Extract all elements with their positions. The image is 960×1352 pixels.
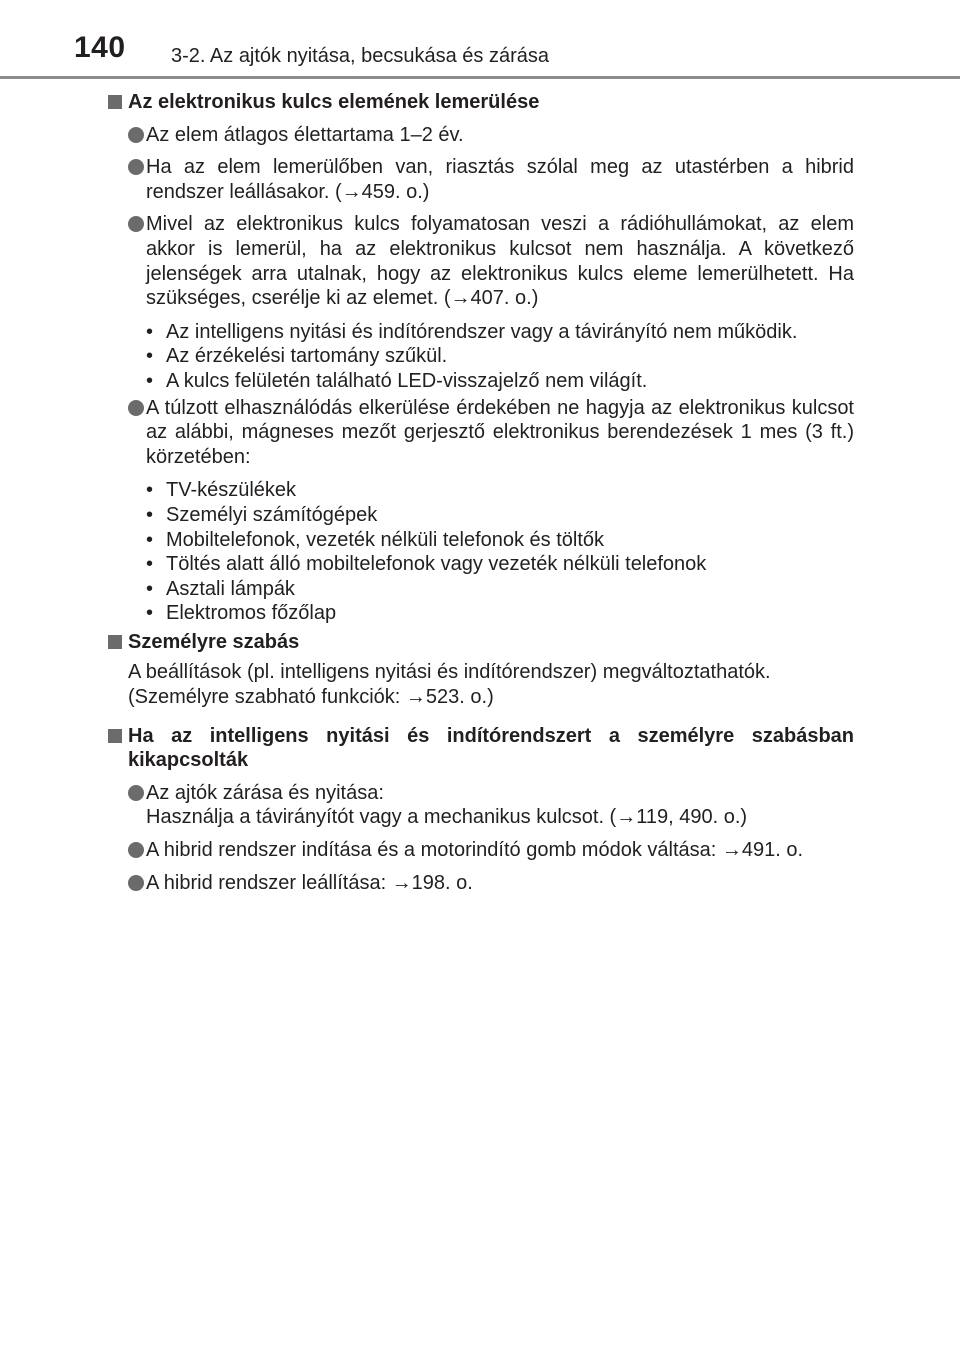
sub-list-item: • Töltés alatt álló mobiltelefonok vagy vezeték nélküli telefonok [146,553,707,576]
list-item [106,212,854,310]
page-number: 140 [74,31,126,64]
bullet-icon: • [146,369,154,392]
sub-list-item: • Az érzékelési tartomány szűkül. [146,345,448,368]
round-bullet-icon [128,159,144,175]
bullet-icon: • [146,577,154,600]
list-item [106,396,854,470]
section-heading [106,630,854,655]
list-item-text: Az elem átlagos élettartama 1–2 év. [146,123,464,146]
sub-list [106,478,854,626]
sub-list-item: • A kulcs felületén található LED-visszajelző nem világít. [146,369,648,392]
section-heading-text: Ha az intelligens nyitási és indítórendszert a személyre szabásban kikapcsolták [128,724,854,772]
list-item [106,871,854,896]
section-body [106,660,854,709]
list-item-text: Ha az elem lemerülőben van, riasztás szólal meg az utastérben a hibrid rendszer leállásakor. (→459. o.) [146,156,854,203]
square-bullet-icon [108,95,122,109]
sub-list-item: • Mobiltelefonok, vezeték nélküli telefonok és töltők [146,528,605,551]
section-disabled-system [106,724,854,896]
list-item [106,155,854,204]
list-item [106,123,854,148]
body-line: (Személyre szabható funkciók: →523. o.) [128,686,494,709]
bullet-icon: • [146,479,154,502]
bullet-icon: • [146,528,154,551]
section-heading-text: Az elektronikus kulcs elemének lemerülése [128,91,540,113]
list-item [106,781,854,830]
section-battery [106,90,854,626]
chapter-title: 3-2. Az ajtók nyitása, becsukása és zárása [171,45,549,67]
sub-list-item: • Az intelligens nyitási és indítórendszer vagy a távirányító nem működik. [146,320,798,343]
square-bullet-icon [108,729,122,743]
list-item-text: Az ajtók zárása és nyitása: [146,781,384,804]
page-content [106,90,854,895]
list-item-text: A hibrid rendszer indítása és a motorindító gomb módok váltása: →491. o. [146,839,804,862]
sub-list-item: • Asztali lámpák [146,577,295,600]
round-bullet-icon [128,400,144,416]
section-heading [106,724,854,773]
list-item-text: A túlzott elhasználódás elkerülése érdekében ne hagyja az elektronikus kulcsot az alábbi, mágneses mezőt gerjesztő elektronikus berendezések 1 mes (3 ft.) körzetében: [146,396,854,468]
list-item-text: Mivel az elektronikus kulcs folyamatosan veszi a rádióhullámokat, az elem akkor is lemerül, ha az elektronikus kulcsot nem használja. A következő jelenségek arra utalnak, hogy az elektronikus kulcs eleme lemerülhetett. Ha szükséges, cserélje ki az elemet. (→407. o.) [146,213,854,310]
round-bullet-icon [128,875,144,891]
sub-list [106,320,854,394]
section-heading [106,90,854,115]
bullet-icon: • [146,320,154,343]
sub-list-item: • TV-készülékek [146,479,297,502]
round-bullet-icon [128,216,144,232]
list-item-text: Használja a távirányítót vagy a mechanikus kulcsot. (→119, 490. o.) [146,806,748,829]
round-bullet-icon [128,127,144,143]
round-bullet-icon [128,842,144,858]
sub-list-item: • Elektromos főzőlap [146,602,337,625]
list-item [106,838,854,863]
bullet-icon: • [146,553,154,576]
square-bullet-icon [108,635,122,649]
bullet-icon: • [146,503,154,526]
round-bullet-icon [128,785,144,801]
sub-list-item: • Személyi számítógépek [146,503,378,526]
bullet-icon: • [146,345,154,368]
list-item-text: A hibrid rendszer leállítása: →198. o. [146,871,473,894]
page-header [0,0,960,82]
bullet-icon: • [146,602,154,625]
header-divider [0,76,960,79]
section-customization [106,630,854,710]
body-line: A beállítások (pl. intelligens nyitási és indítórendszer) megváltoztathatók. [128,661,771,684]
section-heading-text: Személyre szabás [128,630,300,653]
